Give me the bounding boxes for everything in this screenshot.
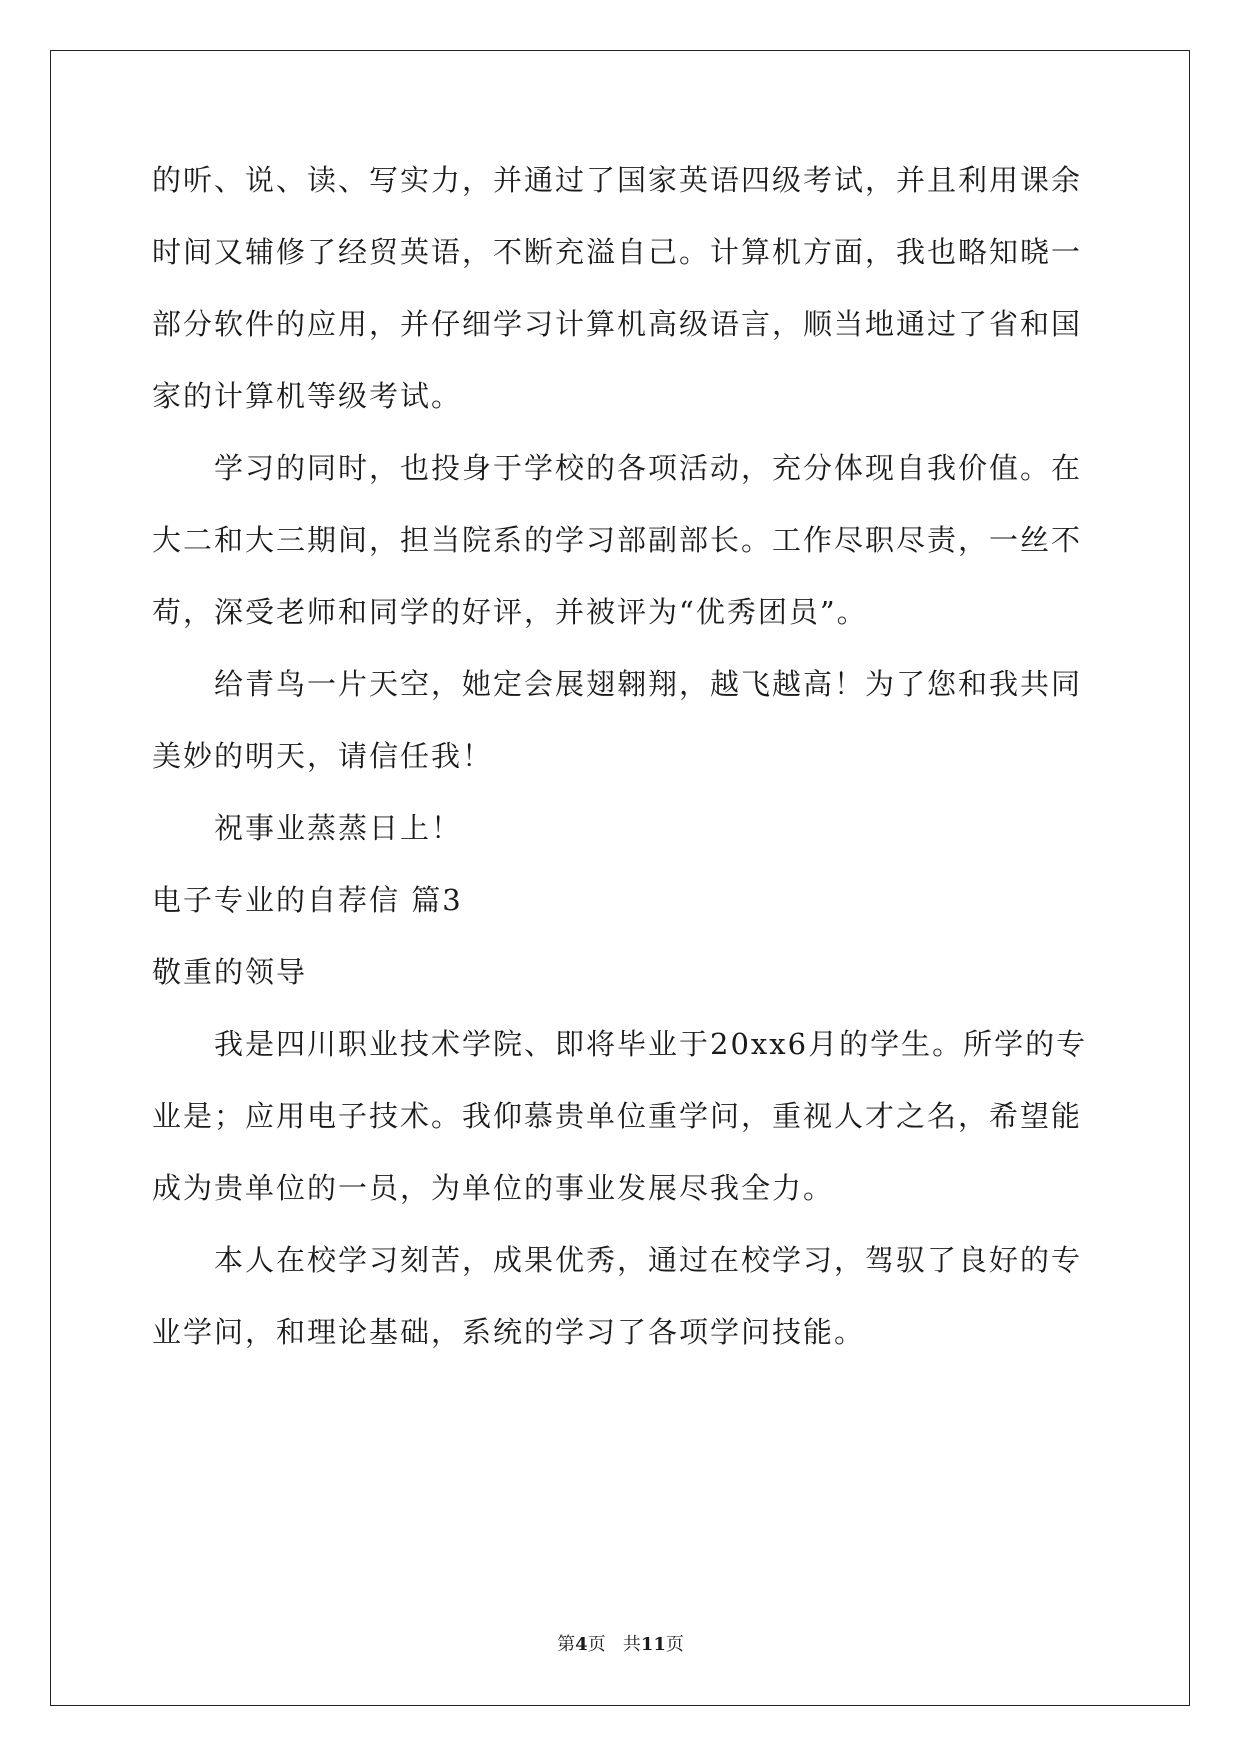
- text-line: 成为贵单位的一员，为单位的事业发展尽我全力。: [152, 1171, 835, 1205]
- text-line: 的听、说、读、写实力，并通过了国家英语四级考试，并且利用课余: [152, 163, 1083, 197]
- text-line: 美妙的明天，请信任我！: [152, 739, 494, 773]
- text-line: 祝事业蒸蒸日上！: [152, 811, 463, 845]
- footer-total-pages: 11: [640, 1634, 666, 1655]
- text-line: 学习的同时，也投身于学校的各项活动，充分体现自我价值。在: [152, 451, 1083, 485]
- page-footer: [0, 1630, 1241, 1656]
- text-line: 家的计算机等级考试。: [152, 379, 463, 413]
- text-line: 业是；应用电子技术。我仰慕贵单位重学问，重视人才之名，希望能: [152, 1099, 1083, 1133]
- footer-total-suffix: 页: [665, 1634, 684, 1655]
- footer-page-number: 4: [575, 1634, 588, 1655]
- section-heading: 电子专业的自荐信 篇3: [152, 883, 463, 917]
- text-line: 部分软件的应用，并仔细学习计算机高级语言，顺当地通过了省和国: [152, 307, 1083, 341]
- footer-total-prefix: 共: [622, 1634, 641, 1655]
- text-line: 大二和大三期间，担当院系的学习部副部长。工作尽职尽责，一丝不: [152, 523, 1083, 557]
- salutation: 敬重的领导: [152, 955, 308, 989]
- footer-prefix: 第: [557, 1634, 576, 1655]
- text-line: 给青鸟一片天空，她定会展翅翱翔，越飞越高！为了您和我共同: [152, 667, 1083, 701]
- text-line: 业学问，和理论基础，系统的学习了各项学问技能。: [152, 1315, 866, 1349]
- text-line: 苟，深受老师和同学的好评，并被评为“优秀团员”。: [152, 595, 868, 629]
- footer-page-suffix: 页: [587, 1634, 606, 1655]
- text-line: 本人在校学习刻苦，成果优秀，通过在校学习，驾驭了良好的专: [152, 1243, 1083, 1277]
- text-line: 我是四川职业技术学院、即将毕业于20xx6月的学生。所学的专: [152, 1027, 1088, 1061]
- text-line: 时间又辅修了经贸英语，不断充溢自己。计算机方面，我也略知晓一: [152, 235, 1083, 269]
- page-border: [50, 50, 1190, 1706]
